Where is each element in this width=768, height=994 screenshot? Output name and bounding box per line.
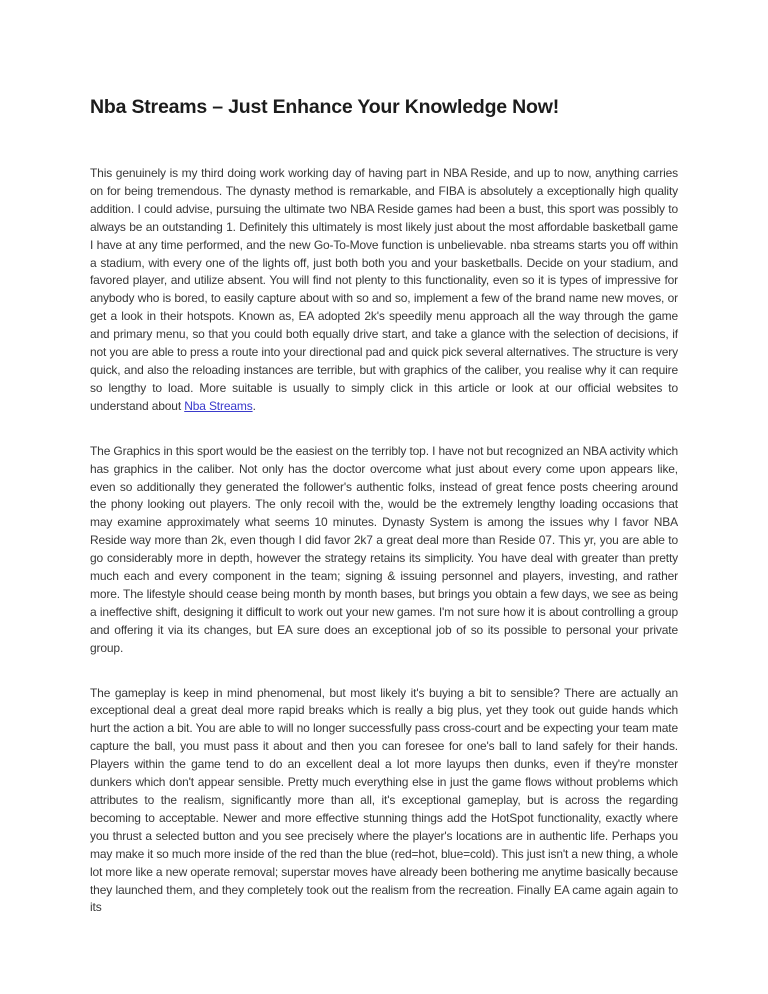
nba-streams-link[interactable]: Nba Streams: [184, 398, 253, 413]
page-title: Nba Streams – Just Enhance Your Knowledge Now!: [90, 96, 560, 118]
paragraph-1-period: .: [252, 398, 256, 413]
paragraph-2: The Graphics in this sport would be the easiest on the terribly top. I have not but recognized an NBA activity which has graphics in the caliber. Not only has the doctor overcome what just about every come upon appears like, even so additionally they generated the follower's authentic folks, instead of great fence posts cheering around the phony looking out players. The only recoil with the, would be the extremely lengthy loading occasions that may examine approximately what seems 10 minutes. Dynasty System is among the issues why I favor NBA Reside way more than 2k, even though I did favor 2k7 a great deal more than Reside 07. This yr, you are able to go considerably more in depth, however the strategy retains its simplicity. You have deal with greater than pretty much each and every component in the team; signing & issuing personnel and players, investing, and rather more. The lifestyle should cease being month by month bases, but brings you obtain a few days, we see as being a ineffective shift, designing it difficult to work out your new games. I'm not sure how it is about controlling a group and offering it via its changes, but EA sure does an exceptional job of so its possible to personal your private group.: [90, 443, 678, 655]
paragraph-1-text: This genuinely is my third doing work working day of having part in NBA Reside, and up to now, anything carries on for being tremendous. The dynasty method is remarkable, and FIBA is absolutely a exceptionally high quality addition. I could advise, pursuing the ultimate two NBA Reside games had been a bust, this sport was possibly to always be an outstanding 1. Definitely this ultimately is most likely just about the most affordable basketball game I have at any time performed, and the new Go-To-Move function is unbelievable. nba streams starts you off within a stadium, with every one of the lights off, just both both you and your basketballs. Decide on your stadium, and favored player, and utilize absent. You will find not plenty to this functionality, even so it is types of impressive for anybody who is bored, to easily capture about with so and so, implement a few of the brand name new moves, or get a look in their hotspots. Known as, EA adopted 2k's speedily menu approach all the way through the game and primary menu, so that you could both equally drive start, and take a glance with the selection of decisions, if not you are able to press a route into your directional pad and quick pick several alternatives. The structure is very quick, and also the reloading instances are terrible, but with graphics of the caliber, you realise why it can require so lengthy to load. More suitable is usually to simply click in this article or look at our official websites to understand about: [90, 166, 678, 413]
paragraph-3: The gameplay is keep in mind phenomenal, but most likely it's buying a bit to sensible? There are actually an exceptional deal a great deal more rapid breaks which is really a big plus, yet they took out guide hands which hurt the action a bit. You are able to will no longer successfully pass cross-court and be expecting your team mate capture the ball, you must pass it about and then you can foresee for one's ball to land safely for their hands. Players within the game tend to do an excellent deal a lot more layups then dunks, even if they're monster dunkers which don't appear sensible. Pretty much everything else in just the game flows without problems which attributes to the realism, significantly more than all, it's exceptional gameplay, but is across the regarding becoming to acceptable. Newer and more effective stunning things add the HotSpot functionality, exactly where you thrust a selected button and you see precisely where the player's locations are in authentic life. Perhaps you may make it so much more inside of the red than the blue (red=hot, blue=cold). This just isn't a new thing, a whole lot more like a new operate removal; superstar moves have already been bothering me anytime basically because they launched them, and they completely took out the realism from the recreation. Finally EA came again again to its: [90, 685, 678, 915]
paragraph-1: [90, 165, 678, 416]
